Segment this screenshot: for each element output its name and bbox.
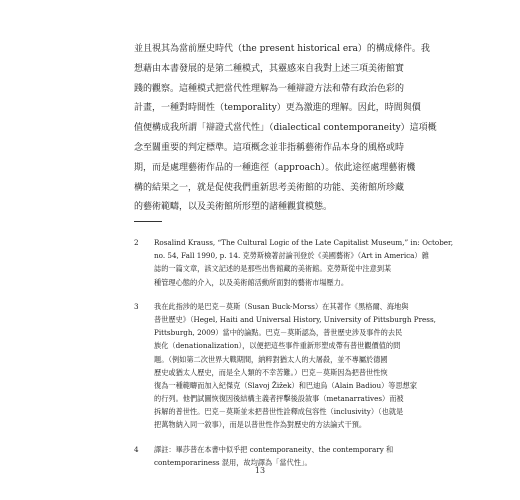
footnote-line: 我在此指涉的是巴克－莫斯（Susan Buck-Morss）在其著作《黑格爾、海地與	[154, 301, 409, 311]
footnote-line: 族化（denationalization），以便把這些事件重新形塑成帶有普世觀價值的問	[154, 341, 401, 351]
footnotes	[134, 236, 453, 480]
footnote-number: 3	[134, 301, 139, 311]
body-line: 的藝術範疇，以及美術館所形塑的諸種觀賞模態。	[134, 202, 333, 213]
body-line: 計畫，一種對時間性（temporality）更為激進的理解。因此，時間與價	[134, 103, 421, 114]
footnote-number: 2	[134, 238, 139, 247]
body-line: 想藉由本書發展的是第二種模式，其靈感來自我對上述三項美術館實	[134, 63, 405, 74]
footnote-line: no. 54, Fall 1990, p. 14. 克勞斯檢著討論刊登於《美國藝術》（Art in America）雜	[154, 251, 429, 261]
footnote-line: 誌的一篇文章，該文記述的是那些出售館藏的美術館。克勞斯從中注意到某	[154, 264, 392, 274]
body-paragraph	[134, 40, 437, 218]
footnote-line: 普世歷史》（Hegel, Haiti and Universal History, University of Pittsburgh Press,	[154, 314, 436, 324]
footnote	[134, 236, 453, 289]
footnote-line: 把萬物納入同一敘事），而是以普世性作為對歷史的方法論式干預。	[154, 420, 367, 430]
footnote-line: 種管理心態的介入，以及美術館活動所面對的藝術市場壓力。	[154, 277, 349, 287]
footnote-line: 的行列。他們試圖恢復因後結構主義者抨擊後設敘事（metanarratives）而被	[154, 394, 404, 404]
footnote-line: contemporariness 混用，故均譯為「當代性」。	[154, 457, 312, 467]
body-line: 踐的觀察。這種模式把當代性理解為一種辯證方法和帶有政治色彩的	[134, 83, 405, 94]
body-line: 構的結果之一，就是促使我們重新思考美術館的功能、美術館所珍藏	[134, 182, 405, 193]
body-line: 值便構成我所謂「辯證式當代性」（dialectical contemporaneity）這項概	[134, 123, 437, 134]
body-line: 念至關重要的判定標準。這項概念並非指稱藝術作品本身的風格或時	[134, 142, 405, 153]
body-line: 期，而是處理藝術作品的一種進徑（approach）。依此途徑處理藝術機	[134, 162, 416, 173]
body-line: 並且視其為當前歷史時代（the present historical era）的構成條件。我	[134, 44, 430, 54]
footnote-line: 譯註：畢莎普在本書中似乎把 contemporaneity、the contemporary 和	[154, 444, 394, 454]
footnote-number: 4	[134, 444, 139, 454]
footnote-line: Rosalind Krauss, “The Cultural Logic of the Late Capitalist Museum,” in: October,	[154, 238, 453, 247]
footnote-line: 歷史或猶太人歷史，而是全人類的不幸苦難。）巴克－莫斯因為把普世性恢	[154, 367, 388, 377]
footnote-line: Pittsburgh, 2009）當中的論點。巴克－莫斯認為，普世歷史涉及事件的去民	[154, 328, 403, 338]
footnote-separator	[134, 221, 162, 222]
footnote	[134, 300, 436, 432]
page-number: 13	[254, 466, 266, 475]
footnote-line: 拆解的普世性。巴克－莫斯並未把普世性詮釋成包容性（inclusivity）（也就是	[154, 407, 404, 417]
footnote-line: 復為一種範疇而加入紀傑克（Slavoj Žižek）和巴迪烏（Alain Badiou）等思想家	[154, 380, 418, 390]
footnote-line: 題。（例如第二次世界大戰期間，納粹對猶太人的大屠殺，並不專屬於德國	[154, 354, 388, 364]
